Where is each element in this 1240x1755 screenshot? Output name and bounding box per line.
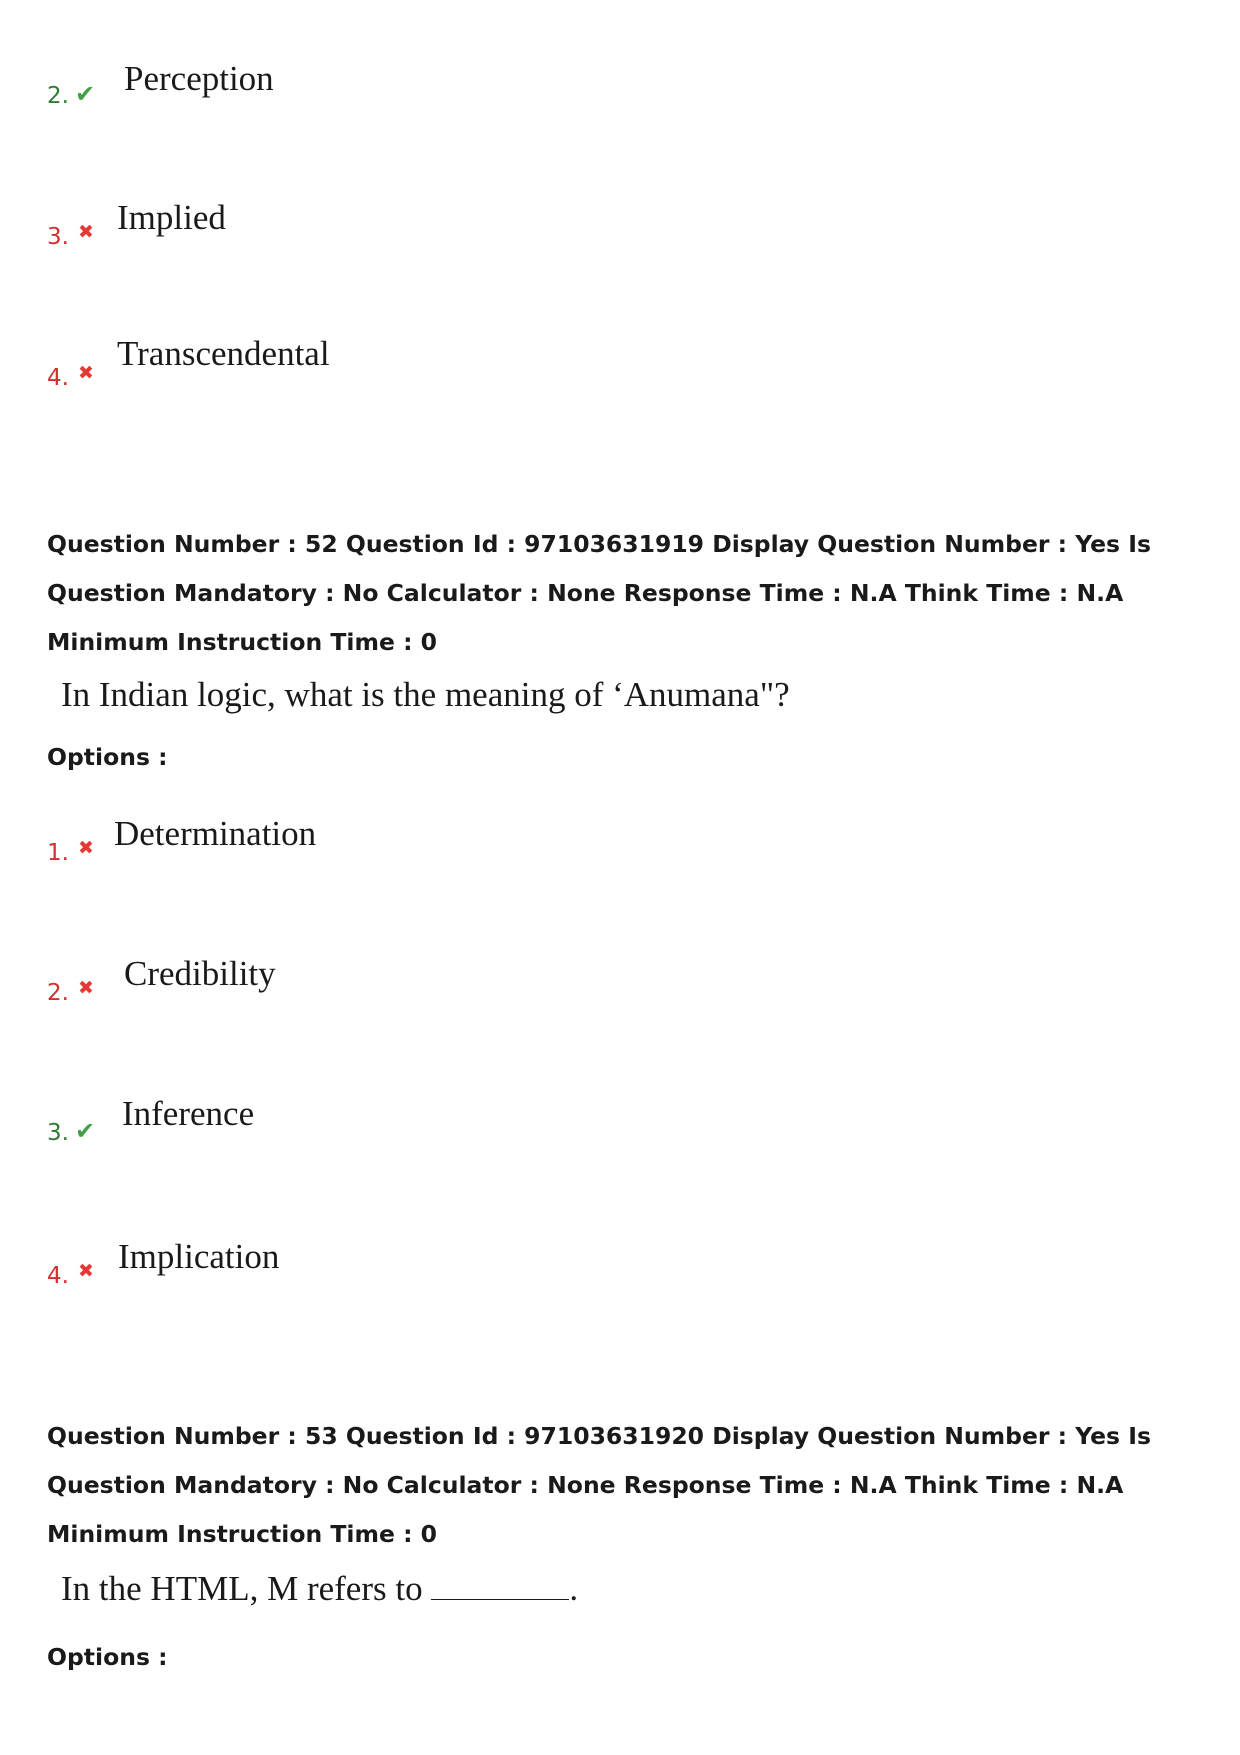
option-item <box>0 1233 1240 1313</box>
answer-blank <box>431 1571 569 1600</box>
option-number: 4. <box>47 1263 69 1289</box>
question-text <box>61 1571 578 1606</box>
option-number: 1. <box>47 840 69 866</box>
option-number: 4. <box>47 365 69 391</box>
option-number: 2. <box>47 83 69 109</box>
question-text-suffix: . <box>569 1569 579 1608</box>
check-icon: ✔ <box>75 80 96 108</box>
option-text: Credibility <box>124 954 276 993</box>
option-text: Implied <box>117 198 226 237</box>
option-text: Transcendental <box>117 334 330 373</box>
check-icon: ✔ <box>75 1117 96 1145</box>
question-metadata: Question Number : 53 Question Id : 97103631920 Display Question Number : Yes Is Question Mandatory : No Calculator : None Response Time : N.A Think Time : N.A Minimum Instruction Time : 0 <box>47 1422 1151 1548</box>
option-number: 2. <box>47 980 69 1006</box>
cross-icon: ✖ <box>78 362 94 384</box>
option-item <box>0 1090 1240 1170</box>
cross-icon: ✖ <box>78 221 94 243</box>
options-label: Options : <box>47 1643 168 1671</box>
question-text: In Indian logic, what is the meaning of ‘Anumana"? <box>61 675 790 714</box>
cross-icon: ✖ <box>78 977 94 999</box>
option-item <box>0 810 1240 890</box>
option-item <box>0 194 1240 274</box>
cross-icon: ✖ <box>78 1260 94 1282</box>
option-text: Perception <box>124 59 274 98</box>
option-item <box>0 950 1240 1030</box>
option-text: Inference <box>122 1094 255 1133</box>
options-label: Options : <box>47 743 168 771</box>
cross-icon: ✖ <box>78 837 94 859</box>
option-item <box>0 330 1240 410</box>
question-metadata: Question Number : 52 Question Id : 97103631919 Display Question Number : Yes Is Question Mandatory : No Calculator : None Response Time : N.A Think Time : N.A Minimum Instruction Time : 0 <box>47 530 1151 656</box>
option-text: Implication <box>118 1237 280 1276</box>
question-text-prefix: In the HTML, M refers to <box>61 1569 423 1608</box>
option-item <box>0 55 1240 135</box>
option-number: 3. <box>47 1120 69 1146</box>
option-text: Determination <box>114 814 317 853</box>
option-number: 3. <box>47 224 69 250</box>
